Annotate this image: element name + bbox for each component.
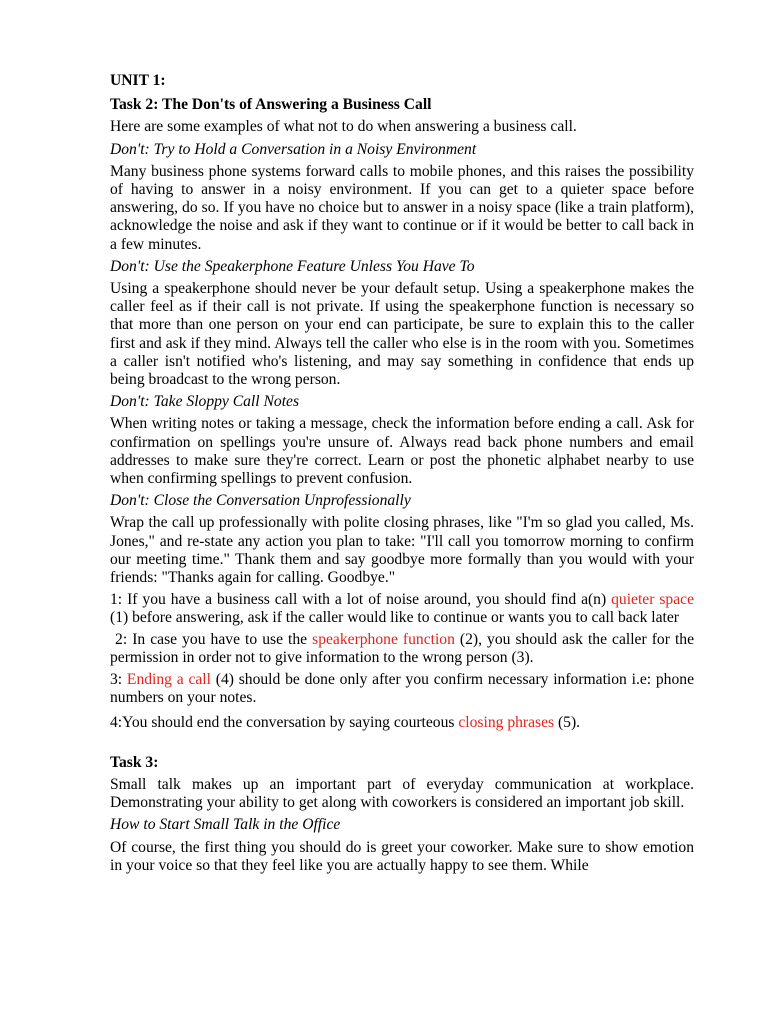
answer-pre: 4:You should end the conversation by saying courteous [110,713,459,731]
section-body-notes: When writing notes or taking a message, check the information before ending a call. Ask for confirmation on spellings you're unsure of. Always read back phone numbers and email addresses to make sure they're correct. Learn or post the phonetic alphabet nearby to use when confirming spellings to prevent confusion. [110,415,694,488]
answer-item-3 [110,671,694,707]
answer-pre: 2: In case you have to use the [110,630,313,648]
document-page [110,72,698,875]
section-heading-close: Don't: Close the Conversation Unprofessionally [110,492,411,510]
task3-body: Of course, the first thing you should do is greet your coworker. Make sure to show emotion in your voice so that they feel like you are actually happy to see them. While [110,838,694,874]
section-heading-noisy: Don't: Try to Hold a Conversation in a Noisy Environment [110,140,477,158]
answer-post: (2), you should ask the caller for the permission in order not to give information to the wrong person (3). [110,630,698,666]
task3-heading: How to Start Small Talk in the Office [110,816,341,834]
section-heading-notes: Don't: Take Sloppy Call Notes [110,393,300,411]
answer-highlight: Ending a call [126,671,211,689]
task2-intro: Here are some examples of what not to do when answering a business call. [110,118,577,136]
section-body-noisy: Many business phone systems forward calls to mobile phones, and this raises the possibility of having to answer in a noisy environment. If you can get to a quieter space before answering, do so. If you have no choice but to answer in a noisy space (like a train platform), acknowledge the noise and ask if they want to continue or if it would be better to call back in a few minutes. [110,162,694,253]
answer-item-1 [110,591,694,627]
answer-item-2 [110,630,698,667]
answer-pre: 1: If you have a business call with a lot of noise around, you should find a(n) [110,591,612,609]
section-body-close: Wrap the call up professionally with polite closing phrases, like "I'm so glad you called, Ms. Jones," and re-state any action you plan to take: "I'll call you tomorrow morning to confirm our meeting time." Thank them and say goodbye more formally than you would with your friends: "Thanks again for calling. Goodbye." [110,514,694,587]
answer-item-4 [110,714,694,732]
answer-pre: 3: [110,671,127,689]
section-body-speakerphone: Using a speakerphone should never be your default setup. Using a speakerphone makes the caller feel as if their call is not private. If using the speakerphone function is necessary so that more than one person on your end can participate, be sure to explain this to the caller first and ask if they mind. Always tell the caller who else is in the room with you. Sometimes a caller isn't notified who's listening, and may say something in confidence that ends up being broadcast to the wrong person. [110,280,694,389]
task2-title: Task 2: The Don'ts of Answering a Business Call [110,96,432,114]
answer-post: (5). [554,713,581,731]
unit-heading: UNIT 1: [110,72,166,89]
answer-highlight: closing phrases [458,713,555,731]
answer-post: (1) before answering, ask if the caller would like to continue or wants you to call back later [110,609,679,627]
answer-highlight: quieter space [611,591,694,609]
answer-highlight: speakerphone function [312,630,455,648]
task3-intro: Small talk makes up an important part of everyday communication at workplace. Demonstrating your ability to get along with coworkers is considered an important job skill. [110,775,694,812]
answer-post: (4) should be done only after you confirm necessary information i.e: phone numbers on your notes. [110,671,694,707]
section-heading-speakerphone: Don't: Use the Speakerphone Feature Unless You Have To [110,257,475,275]
task3-title: Task 3: [110,753,159,771]
